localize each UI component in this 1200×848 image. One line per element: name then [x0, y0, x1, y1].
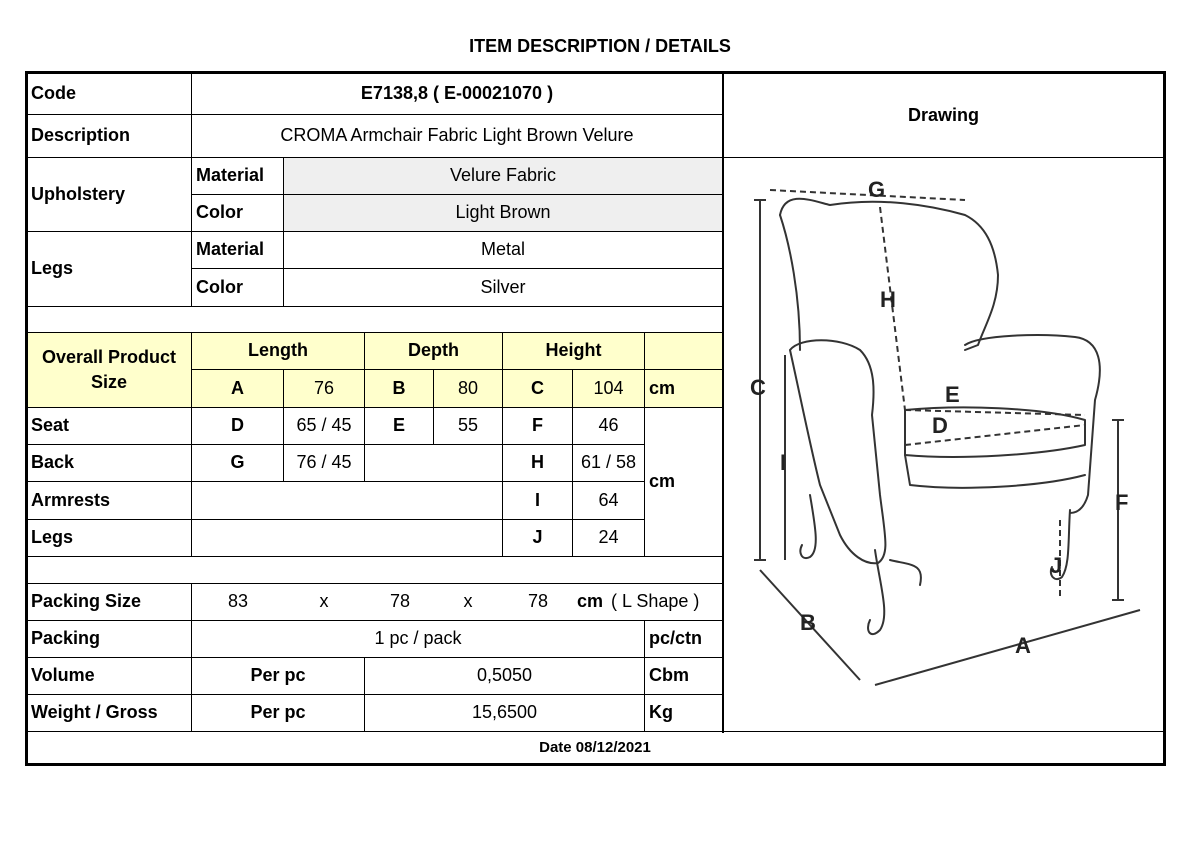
legs-color: Silver	[480, 276, 526, 297]
upholstery-color-label: Color	[196, 202, 243, 223]
dim-h-value: 61 / 58	[580, 452, 637, 473]
dim-e-value: 55	[457, 415, 479, 436]
packing-size-v3: 78	[527, 591, 549, 612]
depth-header: Depth	[408, 340, 459, 361]
volume-label: Volume	[31, 665, 95, 686]
length-header: Length	[248, 340, 308, 361]
dim-i-value: 64	[598, 489, 619, 510]
upholstery-label: Upholstery	[31, 183, 126, 204]
armchair-drawing	[740, 165, 1160, 725]
chair-back-left-leg	[800, 495, 815, 558]
description-label: Description	[31, 125, 131, 146]
packing-label: Packing	[31, 628, 101, 649]
drawing-letter-d: D	[932, 413, 948, 438]
weight-label: Weight / Gross	[31, 702, 158, 723]
dim-f-value: 46	[598, 415, 619, 436]
dim-b-label: B	[392, 377, 406, 398]
description-value: CROMA Armchair Fabric Light Brown Velure	[280, 125, 634, 146]
drawing-letter-a: A	[1015, 633, 1031, 658]
legs-material: Metal	[480, 239, 525, 260]
chair-left-arm	[790, 340, 885, 563]
packing-size-label: Packing Size	[31, 591, 142, 612]
upholstery-material-label: Material	[196, 165, 265, 186]
weight-value: 15,6500	[471, 702, 538, 723]
dim-g-value: 76 / 45	[296, 452, 352, 473]
armrests-label: Armrests	[31, 489, 111, 510]
seat-label: Seat	[31, 415, 70, 436]
page-title: ITEM DESCRIPTION / DETAILS	[469, 36, 731, 56]
weight-per: Per pc	[250, 702, 306, 723]
packing-size-x2: x	[463, 591, 473, 612]
chair-right-arm	[965, 335, 1100, 513]
chair-backrest	[780, 199, 998, 350]
drawing-letter-c: C	[750, 375, 766, 400]
code-value: E7138,8 ( E-00021070 )	[360, 83, 554, 104]
packing-size-shape: ( L Shape )	[611, 591, 700, 612]
height-header: Height	[545, 340, 602, 361]
dim-j-label: J	[532, 527, 543, 548]
dim-c-label: C	[531, 377, 544, 398]
dim-g-label: G	[230, 452, 245, 473]
dim-d-label: D	[231, 415, 244, 436]
drawing-label: Drawing	[907, 104, 979, 125]
drawing-letter-f: F	[1115, 490, 1129, 515]
upholstery-material: Velure Fabric	[449, 165, 557, 186]
upholstery-color: Light Brown	[455, 202, 551, 223]
dim-f-label: F	[532, 415, 543, 436]
dim-a-value: 76	[313, 377, 335, 398]
volume-value: 0,5050	[476, 665, 533, 686]
dim-c-value: 104	[593, 377, 624, 398]
legs-row-label: Legs	[31, 527, 74, 548]
drawing-letter-b: B	[800, 610, 816, 635]
legs-material-label: Material	[196, 239, 265, 260]
packing-size-v2: 78	[389, 591, 411, 612]
packing-unit: pc/ctn	[649, 628, 703, 649]
dim-e-label: E	[392, 415, 405, 436]
dim-h-label: H	[531, 452, 544, 473]
packing-size-x1: x	[319, 591, 329, 612]
legs-section-label: Legs	[31, 258, 74, 279]
drawing-letter-e: E	[945, 382, 960, 407]
date: Date 08/12/2021	[539, 738, 651, 756]
overall-unit: cm	[649, 377, 676, 398]
drawing-letter-h: H	[880, 287, 896, 312]
dimension-a-line	[875, 610, 1140, 685]
drawing-letter-j: J	[1050, 553, 1063, 578]
dim-j-value: 24	[598, 527, 619, 548]
dim-i-label: I	[534, 489, 540, 510]
drawing-letter-g: G	[868, 177, 886, 202]
legs-color-label: Color	[196, 276, 243, 297]
code-label: Code	[31, 83, 76, 104]
volume-per: Per pc	[250, 665, 306, 686]
volume-unit: Cbm	[649, 665, 689, 686]
dim-b-value: 80	[457, 377, 479, 398]
dims-unit: cm	[649, 471, 676, 492]
weight-unit: Kg	[649, 702, 673, 723]
packing-size-unit: cm	[577, 591, 604, 612]
dim-a-label: A	[231, 377, 244, 398]
drawing-letter-i: I	[780, 450, 787, 475]
back-label: Back	[31, 452, 75, 473]
dim-d-value: 65 / 45	[296, 415, 352, 436]
overall-size-label: Overall Product Size	[41, 346, 177, 392]
packing-size-v1: 83	[227, 591, 249, 612]
packing-value: 1 pc / pack	[374, 628, 462, 649]
